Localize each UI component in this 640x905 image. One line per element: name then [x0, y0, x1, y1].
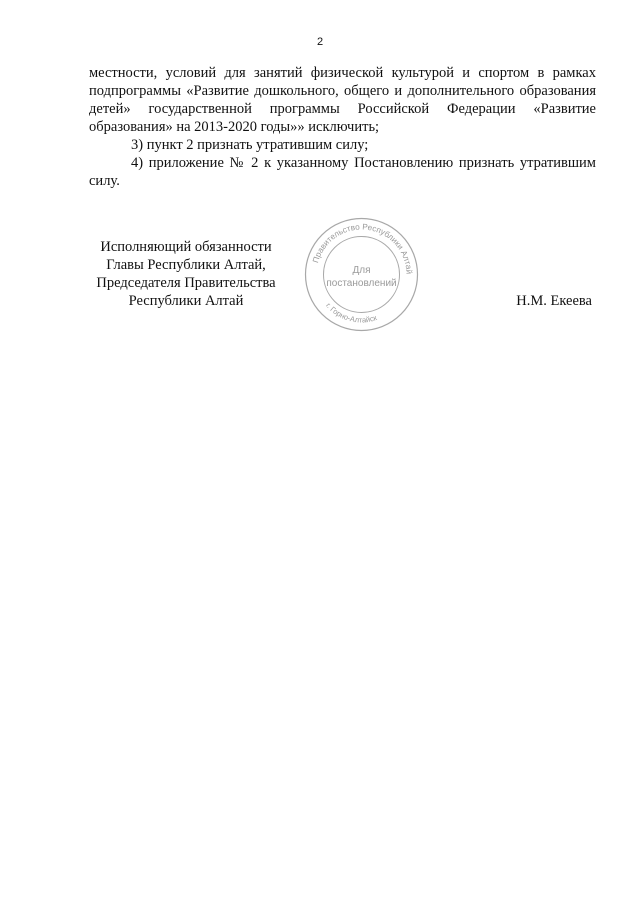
paragraph-continuation: местности, условий для занятий физической культурой и спортом в рамках подпрограммы «Развитие дошкольного, общего и дополнительного образования детей» государственной программы Российской Федерации «Развитие образования» на 2013-2020 годы»» исключить; — [89, 65, 596, 135]
signature-title-line: Республики Алтай — [128, 293, 244, 309]
signature-title-line: Исполняющий обязанности — [100, 239, 272, 255]
stamp-center-line: постановлений — [326, 278, 397, 289]
paragraph-item-3: 3) пункт 2 признать утратившим силу; — [131, 137, 369, 153]
stamp-center-line: Для — [352, 265, 371, 276]
signer-name: Н.М. Екеева — [516, 293, 592, 309]
signature-title-block — [86, 238, 286, 310]
page-number: 2 — [316, 36, 324, 48]
official-stamp — [303, 216, 420, 333]
document-body — [89, 64, 596, 190]
signature-title-line: Главы Республики Алтай, — [106, 257, 266, 273]
paragraph-item-4: 4) приложение № 2 к указанному Постановлению признать утратившим силу. — [89, 155, 596, 189]
signature-title-line: Председателя Правительства — [96, 275, 276, 291]
stamp-bottom-text: г. Горно-Алтайск — [324, 301, 378, 325]
stamp-ring-text: Правительство Республики Алтай — [311, 222, 414, 275]
